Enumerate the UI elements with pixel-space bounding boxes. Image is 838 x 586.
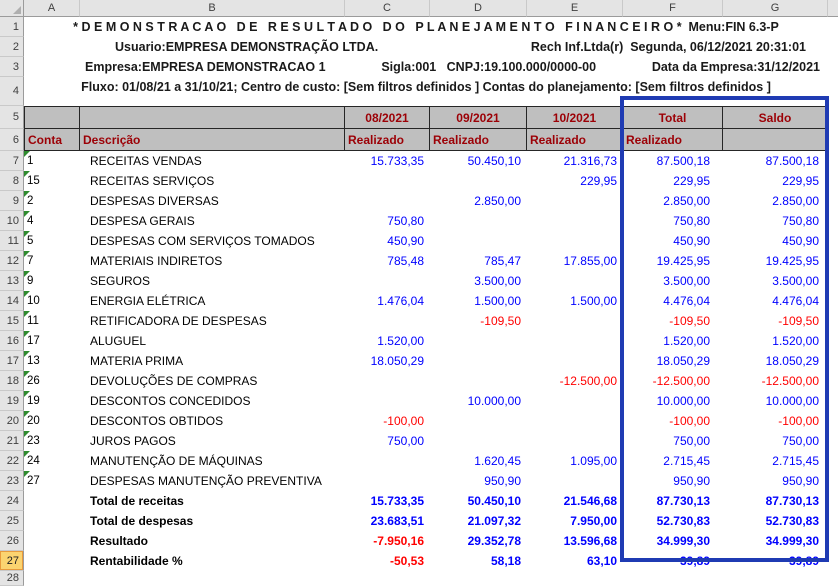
row-header-27[interactable]: 27 — [0, 551, 24, 571]
sheet-row — [0, 151, 838, 171]
sheet-row — [0, 431, 838, 451]
cell-value[interactable]: 10.000,00 — [723, 391, 828, 411]
row-filler — [828, 331, 838, 351]
cell-value[interactable]: -109,50 — [623, 311, 723, 331]
cell-descricao[interactable]: MATERIA PRIMA — [80, 351, 345, 371]
row-header-10[interactable]: 10 — [0, 211, 24, 231]
cell-conta[interactable] — [24, 371, 80, 391]
cell-value[interactable] — [345, 191, 430, 211]
cell-conta[interactable] — [24, 171, 80, 191]
cell-descricao[interactable]: DESPESAS MANUTENÇÃO PREVENTIVA — [80, 471, 345, 491]
cell-descricao[interactable]: RECEITAS SERVIÇOS — [80, 171, 345, 191]
usuario-label: Usuario:EMPRESA DEMONSTRAÇÃO LTDA. — [115, 40, 379, 54]
row-header-17[interactable]: 17 — [0, 351, 24, 371]
cell-value[interactable]: 750,80 — [623, 211, 723, 231]
cell-value[interactable]: 750,00 — [723, 431, 828, 451]
cell-value[interactable]: 2.715,45 — [623, 451, 723, 471]
row-header-13[interactable]: 13 — [0, 271, 24, 291]
period-header-blank-b[interactable] — [80, 106, 345, 129]
cell-value[interactable] — [345, 271, 430, 291]
cell-error-triangle-icon — [24, 251, 30, 257]
column-header-F[interactable]: F — [623, 0, 723, 17]
period-header-blank-a[interactable] — [24, 106, 80, 129]
cell-value[interactable]: 2.850,00 — [623, 191, 723, 211]
report-menu-ref: Menu:FIN 6.3-P — [681, 20, 779, 34]
sheet-row — [0, 471, 838, 491]
sheet-row — [0, 511, 838, 531]
sheet-row — [0, 451, 838, 471]
row-header-8[interactable]: 8 — [0, 171, 24, 191]
cell-value[interactable]: 4.476,04 — [723, 291, 828, 311]
table-header-realizado-10[interactable]: Realizado — [527, 129, 623, 151]
cell-conta[interactable] — [24, 531, 80, 551]
row-filler — [828, 511, 838, 531]
cell-conta[interactable] — [24, 151, 80, 171]
column-header-filler — [828, 0, 838, 17]
conta-value: 27 — [27, 475, 40, 487]
conta-value: 11 — [27, 315, 39, 327]
row-filler — [828, 211, 838, 231]
sheet-row — [0, 211, 838, 231]
cell-value[interactable]: 18.050,29 — [723, 351, 828, 371]
table-header-saldo-blank[interactable] — [723, 129, 828, 151]
cell-conta[interactable] — [24, 331, 80, 351]
cell-error-triangle-icon — [24, 171, 30, 177]
cell-value[interactable]: 950,90 — [430, 471, 527, 491]
cell-value[interactable]: 63,10 — [527, 551, 623, 571]
cell-descricao[interactable]: RECEITAS VENDAS — [80, 151, 345, 171]
cell-value[interactable]: 3.500,00 — [723, 271, 828, 291]
cell-value[interactable]: 2.850,00 — [430, 191, 527, 211]
row-filler — [828, 191, 838, 211]
cell-descricao[interactable]: DESCONTOS OBTIDOS — [80, 411, 345, 431]
cell-value[interactable]: 3.500,00 — [623, 271, 723, 291]
table-header-realizado-total[interactable]: Realizado — [623, 129, 723, 151]
cell-conta[interactable] — [24, 431, 80, 451]
sheet-row — [0, 331, 838, 351]
cell-value[interactable]: 1.520,00 — [623, 331, 723, 351]
cell-value[interactable]: 19.425,95 — [723, 251, 828, 271]
fluxo-cell[interactable] — [24, 77, 828, 106]
row-filler — [828, 171, 838, 191]
cell-value[interactable]: 19.425,95 — [623, 251, 723, 271]
cell-value[interactable]: -100,00 — [623, 411, 723, 431]
cell-value[interactable] — [527, 411, 623, 431]
cell-error-triangle-icon — [24, 431, 30, 437]
sheet-row — [0, 271, 838, 291]
row-header-12[interactable]: 12 — [0, 251, 24, 271]
conta-value: 24 — [27, 455, 40, 467]
cell-error-triangle-icon — [24, 231, 30, 237]
empresa-label: Empresa:EMPRESA DEMONSTRACAO 1 — [85, 60, 326, 74]
sheet-row — [0, 391, 838, 411]
cell-value[interactable] — [527, 311, 623, 331]
sheet-row — [0, 311, 838, 331]
cell-value[interactable]: 1.620,45 — [430, 451, 527, 471]
conta-value: 9 — [27, 275, 34, 287]
cell-value[interactable]: 10.000,00 — [623, 391, 723, 411]
cell-value[interactable] — [527, 211, 623, 231]
cell-value[interactable]: 785,47 — [430, 251, 527, 271]
cell-value[interactable]: 2.850,00 — [723, 191, 828, 211]
row-header-9[interactable]: 9 — [0, 191, 24, 211]
sheet-row-periods — [0, 106, 838, 129]
row-header-2[interactable]: 2 — [0, 37, 24, 57]
cell-value[interactable]: 1.476,04 — [345, 291, 430, 311]
cell-error-triangle-icon — [24, 451, 30, 457]
cell-value[interactable]: 50.450,10 — [430, 491, 527, 511]
row-header-3[interactable]: 3 — [0, 57, 24, 77]
cell-descricao[interactable]: MATERIAIS INDIRETOS — [80, 251, 345, 271]
table-header-realizado-08[interactable]: Realizado — [345, 129, 430, 151]
cell-conta[interactable] — [24, 311, 80, 331]
row-filler — [828, 311, 838, 331]
cell-value[interactable]: 950,90 — [723, 471, 828, 491]
period-header-08-2021[interactable]: 08/2021 — [345, 106, 430, 129]
cell-value[interactable]: 15.733,35 — [345, 151, 430, 171]
cell-conta[interactable] — [24, 411, 80, 431]
row-filler — [828, 351, 838, 371]
cell-value[interactable]: -50,53 — [345, 551, 430, 571]
cell-descricao[interactable]: DESPESAS DIVERSAS — [80, 191, 345, 211]
row-header-19[interactable]: 19 — [0, 391, 24, 411]
row-header-14[interactable]: 14 — [0, 291, 24, 311]
sheet-row-table-header — [0, 129, 838, 151]
cell-value[interactable]: 1.500,00 — [527, 291, 623, 311]
column-header-D[interactable]: D — [430, 0, 527, 17]
cell-value[interactable]: 87.500,18 — [623, 151, 723, 171]
cell-conta[interactable] — [24, 391, 80, 411]
cell-value[interactable]: 450,90 — [345, 231, 430, 251]
cell-conta[interactable] — [24, 211, 80, 231]
cell-value[interactable]: 21.316,73 — [527, 151, 623, 171]
cell-value[interactable]: 10.000,00 — [430, 391, 527, 411]
conta-value: 1 — [27, 155, 34, 167]
column-header-B[interactable]: B — [80, 0, 345, 17]
conta-value: 4 — [27, 215, 34, 227]
row-filler — [828, 531, 838, 551]
cell-summary-label[interactable]: Rentabilidade % — [80, 551, 345, 571]
cell-value[interactable] — [430, 351, 527, 371]
cell-value[interactable]: 87.500,18 — [723, 151, 828, 171]
cell-value[interactable]: 4.476,04 — [623, 291, 723, 311]
cell-value[interactable] — [527, 391, 623, 411]
row-filler — [828, 391, 838, 411]
cell-value[interactable]: 39,89 — [723, 551, 828, 571]
cell-value[interactable]: 50.450,10 — [430, 151, 527, 171]
cell-value[interactable]: -100,00 — [723, 411, 828, 431]
table-body — [0, 151, 838, 571]
row-filler — [828, 151, 838, 171]
row-header-4[interactable]: 4 — [0, 77, 24, 106]
cell-conta[interactable] — [24, 191, 80, 211]
cell-value[interactable] — [345, 371, 430, 391]
cell-descricao[interactable]: DESPESA GERAIS — [80, 211, 345, 231]
conta-value: 26 — [27, 375, 40, 387]
cell-value[interactable]: 450,90 — [723, 231, 828, 251]
cell-summary-label[interactable]: Total de receitas — [80, 491, 345, 511]
cell-value[interactable]: 17.855,00 — [527, 251, 623, 271]
column-header-A[interactable]: A — [24, 0, 80, 17]
cell-conta[interactable] — [24, 271, 80, 291]
cell-descricao[interactable]: ENERGIA ELÉTRICA — [80, 291, 345, 311]
cell-value[interactable]: 87.730,13 — [723, 491, 828, 511]
sheet-row — [0, 171, 838, 191]
cell-error-triangle-icon — [24, 211, 30, 217]
cell-value[interactable]: -100,00 — [345, 411, 430, 431]
cell-conta[interactable] — [24, 291, 80, 311]
sheet-row-fluxo — [0, 77, 838, 106]
conta-value: 17 — [27, 335, 40, 347]
cell-value[interactable]: 1.095,00 — [527, 451, 623, 471]
cell-value[interactable]: 1.520,00 — [723, 331, 828, 351]
cell-value[interactable]: 34.999,30 — [723, 531, 828, 551]
table-header-descricao[interactable]: Descrição — [80, 129, 345, 151]
cell-error-triangle-icon — [24, 331, 30, 337]
cell-conta[interactable] — [24, 251, 80, 271]
cell-descricao[interactable]: RETIFICADORA DE DESPESAS — [80, 311, 345, 331]
sheet-row — [0, 231, 838, 251]
cell-value[interactable] — [430, 211, 527, 231]
cell-value[interactable]: 87.730,13 — [623, 491, 723, 511]
cell-value[interactable]: 13.596,68 — [527, 531, 623, 551]
cell-value[interactable] — [527, 351, 623, 371]
cell-descricao[interactable]: SEGUROS — [80, 271, 345, 291]
cell-value[interactable] — [527, 471, 623, 491]
conta-value: 19 — [27, 395, 40, 407]
cell-value[interactable]: 785,48 — [345, 251, 430, 271]
cell-value[interactable] — [345, 451, 430, 471]
cell-error-triangle-icon — [24, 411, 30, 417]
cell-conta[interactable] — [24, 451, 80, 471]
cell-value[interactable]: -12.500,00 — [527, 371, 623, 391]
cell-value[interactable] — [527, 231, 623, 251]
cell-value[interactable]: 29.352,78 — [430, 531, 527, 551]
cell-value[interactable]: 750,00 — [345, 431, 430, 451]
cell-descricao[interactable]: ALUGUEL — [80, 331, 345, 351]
sheet-row-empresa — [0, 57, 838, 77]
cell-value[interactable] — [430, 371, 527, 391]
cell-error-triangle-icon — [24, 371, 30, 377]
cell-value[interactable]: 1.520,00 — [345, 331, 430, 351]
conta-value: 15 — [27, 175, 40, 187]
row-header-26[interactable]: 26 — [0, 531, 24, 551]
row-filler — [828, 231, 838, 251]
row-filler — [828, 551, 838, 571]
fluxo-label: Fluxo: 01/08/21 a 31/10/21; Centro de custo: [Sem filtros definidos ] Contas do planejamento: [Sem filtros definidos ] — [81, 80, 771, 94]
period-header-10-2021[interactable]: 10/2021 — [527, 106, 623, 129]
conta-value: 13 — [27, 355, 40, 367]
cell-value[interactable]: -7.950,16 — [345, 531, 430, 551]
row-filler — [828, 471, 838, 491]
cell-value[interactable]: 229,95 — [723, 171, 828, 191]
row-header-25[interactable]: 25 — [0, 511, 24, 531]
cell-value[interactable]: 450,90 — [623, 231, 723, 251]
select-all-corner[interactable] — [0, 0, 24, 17]
cell-value[interactable]: -109,50 — [430, 311, 527, 331]
cell-error-triangle-icon — [24, 271, 30, 277]
sheet-row — [0, 291, 838, 311]
cell-descricao[interactable]: DESCONTOS CONCEDIDOS — [80, 391, 345, 411]
cell-value[interactable] — [527, 431, 623, 451]
cell-value[interactable]: -12.500,00 — [623, 371, 723, 391]
row-filler — [828, 271, 838, 291]
cell-error-triangle-icon — [24, 391, 30, 397]
row-header-23[interactable]: 23 — [0, 471, 24, 491]
period-header-total[interactable]: Total — [623, 106, 723, 129]
cell-value[interactable]: 52.730,83 — [623, 511, 723, 531]
cell-error-triangle-icon — [24, 191, 30, 197]
table-header-conta[interactable]: Conta — [24, 129, 80, 151]
sheet-row-title — [0, 17, 838, 37]
cell-value[interactable]: 34.999,30 — [623, 531, 723, 551]
cell-error-triangle-icon — [24, 311, 30, 317]
sheet-row-usuario — [0, 37, 838, 57]
cell-value[interactable]: 229,95 — [527, 171, 623, 191]
period-header-saldo[interactable]: Saldo — [723, 106, 828, 129]
cell-value[interactable]: 1.500,00 — [430, 291, 527, 311]
row-header-18[interactable]: 18 — [0, 371, 24, 391]
cell-summary-label[interactable]: Resultado — [80, 531, 345, 551]
period-header-09-2021[interactable]: 09/2021 — [430, 106, 527, 129]
row-header-22[interactable]: 22 — [0, 451, 24, 471]
conta-value: 7 — [27, 255, 34, 267]
row-header-5[interactable]: 5 — [0, 106, 24, 129]
row-filler — [828, 431, 838, 451]
row-filler — [828, 451, 838, 471]
row-filler — [828, 411, 838, 431]
cell-error-triangle-icon — [24, 351, 30, 357]
cell-value[interactable] — [345, 391, 430, 411]
sheet-row-28 — [0, 571, 838, 586]
cell-value[interactable]: 52.730,83 — [723, 511, 828, 531]
column-header-C[interactable]: C — [345, 0, 430, 17]
row-header-15[interactable]: 15 — [0, 311, 24, 331]
select-all-triangle-icon — [13, 6, 21, 14]
row-header-21[interactable]: 21 — [0, 431, 24, 451]
cell-descricao[interactable]: MANUTENÇÃO DE MÁQUINAS — [80, 451, 345, 471]
cell-value[interactable]: 58,18 — [430, 551, 527, 571]
cell-value[interactable] — [527, 191, 623, 211]
cell-conta[interactable] — [24, 351, 80, 371]
cell-value[interactable] — [430, 171, 527, 191]
row-header-1[interactable]: 1 — [0, 17, 24, 37]
row-filler — [828, 491, 838, 511]
cell-value[interactable]: 21.546,68 — [527, 491, 623, 511]
cell-value[interactable]: 39,89 — [623, 551, 723, 571]
cell-conta[interactable] — [24, 231, 80, 251]
sheet-row — [0, 251, 838, 271]
cell-descricao[interactable]: DEVOLUÇÕES DE COMPRAS — [80, 371, 345, 391]
cell-descricao[interactable]: DESPESAS COM SERVIÇOS TOMADOS — [80, 231, 345, 251]
cell-value[interactable] — [345, 171, 430, 191]
cell-value[interactable]: 7.950,00 — [527, 511, 623, 531]
sheet-row — [0, 411, 838, 431]
cell-summary-label[interactable]: Total de despesas — [80, 511, 345, 531]
cell-value[interactable]: 750,00 — [623, 431, 723, 451]
rech-info-label: Rech Inf.Ltda(r) Segunda, 06/12/2021 20:31:01 — [530, 40, 806, 54]
conta-value: 20 — [27, 415, 40, 427]
row-filler — [828, 371, 838, 391]
conta-value: 10 — [27, 295, 40, 307]
sigla-cnpj-label: Sigla:001 CNPJ:19.100.000/0000-00 — [381, 60, 597, 74]
row-header-28[interactable]: 28 — [0, 571, 24, 586]
cell-value[interactable]: 750,80 — [723, 211, 828, 231]
cell-value[interactable] — [430, 411, 527, 431]
cell-error-triangle-icon — [24, 151, 30, 157]
column-header-G[interactable]: G — [723, 0, 828, 17]
sheet-row — [0, 531, 838, 551]
cell-value[interactable]: 15.733,35 — [345, 491, 430, 511]
row-filler — [828, 251, 838, 271]
row-header-24[interactable]: 24 — [0, 491, 24, 511]
column-header-E[interactable]: E — [527, 0, 623, 17]
row-header-16[interactable]: 16 — [0, 331, 24, 351]
cell-value[interactable]: -109,50 — [723, 311, 828, 331]
cell-value[interactable]: 229,95 — [623, 171, 723, 191]
cell-value[interactable] — [527, 331, 623, 351]
sheet-row — [0, 551, 838, 571]
cell-conta[interactable] — [24, 551, 80, 571]
cell-conta[interactable] — [24, 471, 80, 491]
usuario-cell[interactable] — [24, 37, 828, 57]
sheet-row — [0, 191, 838, 211]
cell-value[interactable] — [527, 271, 623, 291]
cell-descricao[interactable]: JUROS PAGOS — [80, 431, 345, 451]
cell-value[interactable]: 2.715,45 — [723, 451, 828, 471]
report-title-cell[interactable] — [24, 17, 828, 37]
table-header-realizado-09[interactable]: Realizado — [430, 129, 527, 151]
cell-value[interactable]: 21.097,32 — [430, 511, 527, 531]
cell-value[interactable]: 18.050,29 — [345, 351, 430, 371]
row-header-20[interactable]: 20 — [0, 411, 24, 431]
data-empresa-label: Data da Empresa:31/12/2021 — [651, 60, 820, 74]
cell-value[interactable] — [430, 331, 527, 351]
empresa-cell[interactable] — [24, 57, 828, 77]
cell-value[interactable]: 750,80 — [345, 211, 430, 231]
sheet-row — [0, 371, 838, 391]
cell-value[interactable]: 950,90 — [623, 471, 723, 491]
conta-value: 23 — [27, 435, 40, 447]
cell-value[interactable] — [345, 311, 430, 331]
column-headers-row — [0, 0, 838, 17]
row-header-11[interactable]: 11 — [0, 231, 24, 251]
cell-value[interactable] — [430, 431, 527, 451]
sheet-row — [0, 491, 838, 511]
cell-error-triangle-icon — [24, 471, 30, 477]
cell-value[interactable]: 23.683,51 — [345, 511, 430, 531]
row-filler — [828, 291, 838, 311]
row-header-6[interactable]: 6 — [0, 129, 24, 151]
row-header-7[interactable]: 7 — [0, 151, 24, 171]
cell-conta[interactable] — [24, 491, 80, 511]
cell-error-triangle-icon — [24, 291, 30, 297]
conta-value: 2 — [27, 195, 34, 207]
conta-value: 5 — [27, 235, 34, 247]
sheet-row — [0, 351, 838, 371]
report-title: * D E M O N S T R A C A O D E R E S U L T A D O D O P L A N E J A M E N T O F I N A N C E I R O * — [73, 20, 682, 34]
cell-value[interactable] — [430, 231, 527, 251]
cell-value[interactable]: -12.500,00 — [723, 371, 828, 391]
cell-conta[interactable] — [24, 511, 80, 531]
cell-value[interactable] — [345, 471, 430, 491]
cell-value[interactable]: 3.500,00 — [430, 271, 527, 291]
cell-value[interactable]: 18.050,29 — [623, 351, 723, 371]
